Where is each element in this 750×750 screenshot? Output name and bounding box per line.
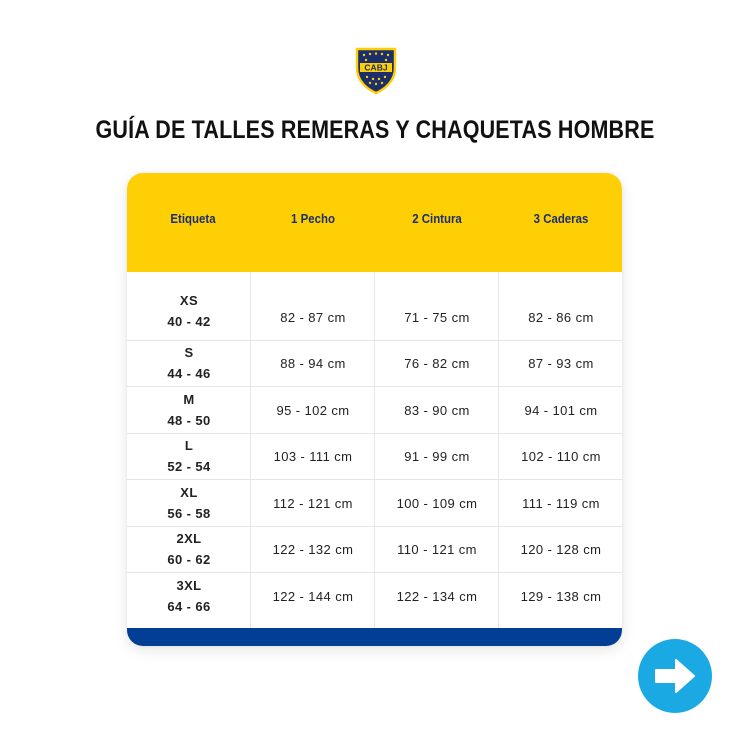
size-label <box>127 340 251 386</box>
pecho-cell: 88 - 94 cm <box>280 355 346 371</box>
pecho-cell: 82 - 87 cm <box>280 309 346 325</box>
size-guide-table <box>127 173 622 646</box>
pecho-cell: 122 - 144 cm <box>272 588 354 604</box>
size-label <box>127 573 251 619</box>
size-name: S <box>184 345 194 360</box>
next-button[interactable] <box>638 639 712 713</box>
pecho-cell: 95 - 102 cm <box>276 402 350 418</box>
cintura-cell: 100 - 109 cm <box>396 495 478 511</box>
size-range: 48 - 50 <box>167 413 211 428</box>
caderas-cell: 87 - 93 cm <box>528 355 594 371</box>
cintura-cell: 83 - 90 cm <box>404 402 470 418</box>
arrow-right-icon <box>652 656 698 696</box>
size-label <box>127 526 251 572</box>
header-pecho: 1 Pecho <box>291 211 335 226</box>
cabj-crest-icon <box>355 46 397 94</box>
size-name: M <box>183 392 195 407</box>
cintura-cell: 71 - 75 cm <box>404 309 470 325</box>
caderas-cell: 111 - 119 cm <box>522 495 600 511</box>
pecho-cell: 112 - 121 cm <box>273 495 353 511</box>
size-name: L <box>184 438 194 453</box>
caderas-cell: 94 - 101 cm <box>524 402 598 418</box>
column-divider <box>250 272 251 630</box>
header-cintura: 2 Cintura <box>412 211 462 226</box>
header-etiqueta: Etiqueta <box>170 211 216 226</box>
caderas-cell: 120 - 128 cm <box>520 541 602 557</box>
cintura-cell: 76 - 82 cm <box>404 355 470 371</box>
svg-text:CABJ: CABJ <box>364 62 388 73</box>
caderas-cell: 102 - 110 cm <box>521 448 601 464</box>
page-title: GUÍA DE TALLES REMERAS Y CHAQUETAS HOMBRE <box>95 116 655 144</box>
size-range: 52 - 54 <box>167 459 211 474</box>
size-name: 3XL <box>176 578 202 593</box>
size-label <box>127 387 251 433</box>
cintura-cell: 91 - 99 cm <box>404 448 470 464</box>
size-range: 64 - 66 <box>167 599 211 614</box>
size-label <box>127 433 251 479</box>
table-header <box>127 173 622 272</box>
column-divider <box>374 272 375 630</box>
size-label <box>127 480 251 526</box>
size-range: 40 - 42 <box>167 314 211 329</box>
size-range: 44 - 46 <box>167 366 211 381</box>
pecho-cell: 103 - 111 cm <box>273 448 353 464</box>
size-label <box>127 272 251 340</box>
caderas-cell: 129 - 138 cm <box>520 588 602 604</box>
size-name: XL <box>180 485 198 500</box>
column-divider <box>498 272 499 630</box>
pecho-cell: 122 - 132 cm <box>272 541 354 557</box>
caderas-cell: 82 - 86 cm <box>528 309 594 325</box>
table-footer-bar <box>127 628 622 646</box>
size-name: XS <box>179 293 199 308</box>
header-caderas: 3 Caderas <box>533 211 589 226</box>
cintura-cell: 110 - 121 cm <box>397 541 477 557</box>
size-range: 60 - 62 <box>167 552 211 567</box>
cintura-cell: 122 - 134 cm <box>396 588 478 604</box>
size-name: 2XL <box>176 531 202 546</box>
size-range: 56 - 58 <box>167 506 211 521</box>
